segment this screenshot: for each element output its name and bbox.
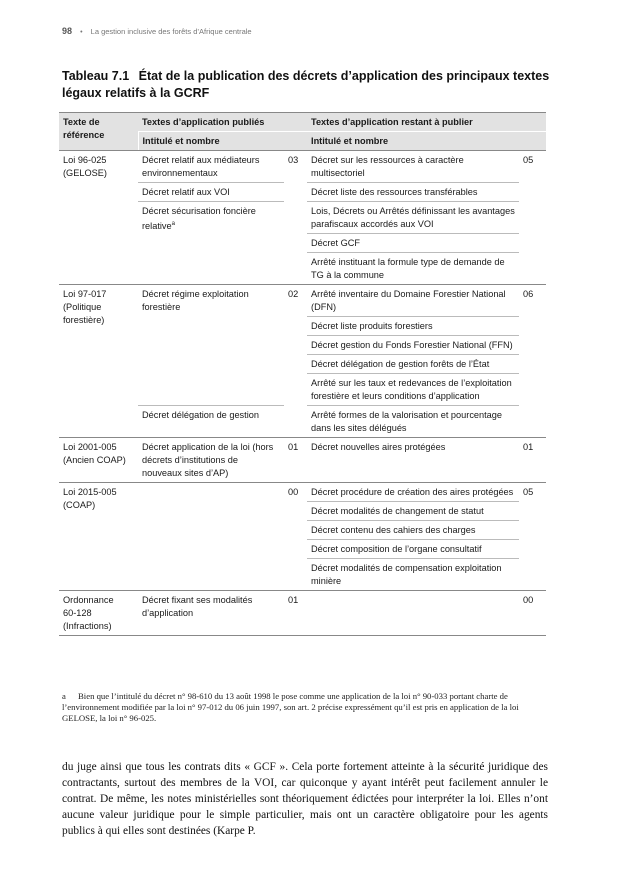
published-text-empty (138, 483, 284, 591)
pending-text: Arrêté formes de la valorisation et pourcentage dans les sites délégués (307, 406, 519, 438)
ref-cell: Loi 2015-005 (COAP) (59, 483, 138, 591)
col-published-header: Textes d’application publiés (138, 113, 307, 132)
pending-text: Décret procédure de création des aires protégées (307, 483, 519, 502)
ref-cell: Ordonnance 60-128 (Infractions) (59, 591, 138, 636)
published-text: Décret relatif aux médiateurs environnementaux (138, 151, 284, 183)
body-paragraph: du juge ainsi que tous les contrats dits « GCF ». Cela porte fortement atteinte à la sécurité juridique des contractants, surtout des membres de la VOI, car quiconque y ayant intérêt peut facilement annuler le contrat. De même, les notes ministérielles sont théoriquement édictées pour interpréter la loi. Elles n’ont aucune valeur juridique pour le simple particulier, mais ont un caractère obligatoire pour les agents publics à qui elles sont destinées (Karpe P. (62, 761, 548, 837)
header-separator: • (80, 29, 83, 36)
table-title: État de la publication des décrets d’application des principaux textes légaux relatifs à la GCRF (62, 69, 550, 100)
table-number: Tableau 7.1 (62, 69, 130, 83)
pending-text-empty (307, 591, 519, 636)
published-count: 01 (284, 591, 307, 636)
footnote-text: Bien que l’intitulé du décret n° 98-610 du 13 août 1998 le pose comme une application de la loi n° 90-033 portant charte de l’environnement modifiée par la loi n° 97-012 du 06 juin 1997, son art. 2 précise expressément qu’il est pris en application de la loi GELOSE, la loi n° 96-025. (62, 691, 519, 723)
pending-count: 01 (519, 438, 546, 483)
pending-text: Décret modalités de changement de statut (307, 502, 519, 521)
table-caption (62, 68, 562, 102)
ref-cell: Loi 2001-005 (Ancien COAP) (59, 438, 138, 483)
book-title: La gestion inclusive des forêts d’Afrique centrale (90, 27, 252, 36)
pending-count: 06 (519, 285, 546, 438)
pending-text: Décret GCF (307, 234, 519, 253)
ref-cell: Loi 97-017 (Politique forestière) (59, 285, 138, 438)
published-text (138, 202, 284, 285)
pending-text: Décret liste produits forestiers (307, 317, 519, 336)
pending-subheader: Intitulé et nombre (307, 132, 546, 151)
page-number: 98 (62, 26, 73, 36)
pending-text: Décret composition de l’organe consultatif (307, 540, 519, 559)
col-ref-header: Texte de référence (59, 113, 138, 151)
publication-table (59, 112, 546, 636)
pending-text: Décret délégation de gestion forêts de l’État (307, 355, 519, 374)
pending-text: Arrêté sur les taux et redevances de l’exploitation forestière et leurs conditions d’application (307, 374, 519, 406)
published-text-label: Décret sécurisation foncière relative (142, 206, 256, 232)
published-count: 00 (284, 483, 307, 591)
published-count: 01 (284, 438, 307, 483)
footnote-label: a (62, 691, 66, 701)
pending-count: 05 (519, 151, 546, 285)
header-row (59, 113, 546, 132)
col-pending-header: Textes d’application restant à publier (307, 113, 546, 132)
table-row (59, 438, 546, 483)
table-row (59, 591, 546, 636)
pending-text: Arrêté inventaire du Domaine Forestier National (DFN) (307, 285, 519, 317)
published-subheader: Intitulé et nombre (138, 132, 307, 151)
published-text: Décret relatif aux VOI (138, 183, 284, 202)
table-footnote (62, 691, 548, 724)
pending-text: Décret gestion du Fonds Forestier National (FFN) (307, 336, 519, 355)
table-row (59, 483, 546, 502)
published-text: Décret application de la loi (hors décrets d’institutions de nouveaux sites d’AP) (138, 438, 284, 483)
pending-count: 00 (519, 591, 546, 636)
published-count: 03 (284, 151, 307, 285)
running-header (62, 26, 252, 36)
pending-text: Décret sur les ressources à caractère multisectoriel (307, 151, 519, 183)
pending-text: Décret nouvelles aires protégées (307, 438, 519, 483)
table-row (59, 151, 546, 183)
published-text: Décret fixant ses modalités d’application (138, 591, 284, 636)
pending-text: Lois, Décrets ou Arrêtés définissant les avantages parafiscaux accordés aux VOI (307, 202, 519, 234)
table-row (59, 285, 546, 317)
footnote-marker: a (171, 221, 175, 227)
published-count: 02 (284, 285, 307, 438)
published-text: Décret régime exploitation forestière (138, 285, 284, 406)
pending-text: Décret liste des ressources transférables (307, 183, 519, 202)
published-text: Décret délégation de gestion (138, 406, 284, 438)
pending-text: Décret contenu des cahiers des charges (307, 521, 519, 540)
ref-cell: Loi 96-025 (GELOSE) (59, 151, 138, 285)
pending-count: 05 (519, 483, 546, 591)
pending-text: Décret modalités de compensation exploitation minière (307, 559, 519, 591)
pending-text: Arrêté instituant la formule type de demande de TG à la commune (307, 253, 519, 285)
